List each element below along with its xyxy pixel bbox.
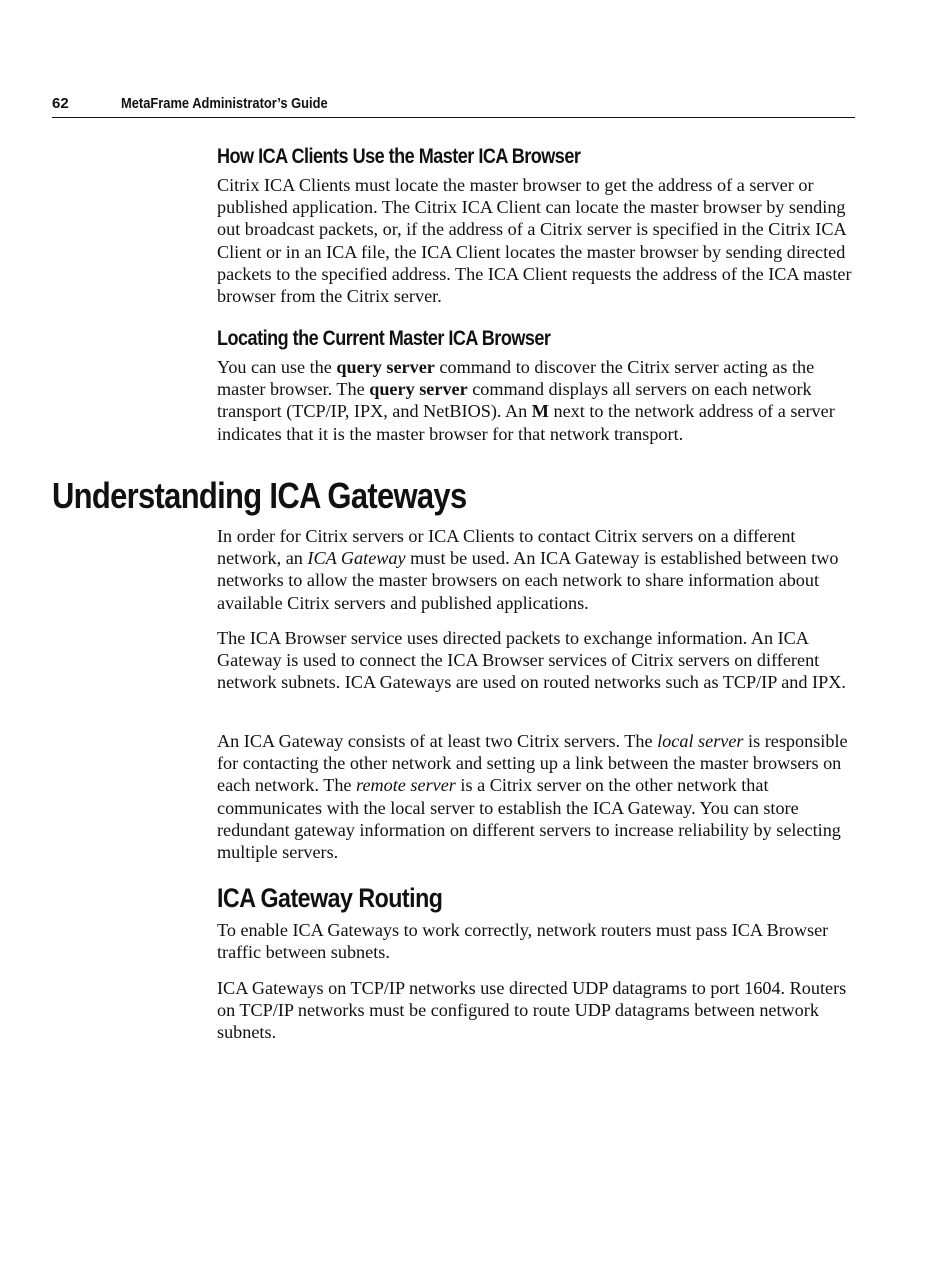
section-heading-routing: ICA Gateway Routing bbox=[217, 883, 443, 913]
command-query-server: query server bbox=[369, 379, 468, 400]
term-remote-server: remote server bbox=[356, 775, 456, 796]
command-query-server: query server bbox=[336, 357, 435, 377]
section-heading-master-browser-use: How ICA Clients Use the Master ICA Browser bbox=[217, 145, 581, 168]
chapter-heading-gateways: Understanding ICA Gateways bbox=[52, 475, 467, 516]
paragraph-gateways-browser-service: The ICA Browser service uses directed packets to exchange information. An ICA Gateway is used to connect the ICA Browser services of Citrix servers on different network subnets. ICA Gateways are used on routed networks such as TCP/IP and IPX. bbox=[217, 628, 846, 693]
paragraph-routing-udp: ICA Gateways on TCP/IP networks use directed UDP datagrams to port 1604. Routers on TCP/IP networks must be configured to route UDP datagrams between network subnets. bbox=[217, 978, 847, 1043]
paragraph-locating-master: You can use the query server command to discover the Citrix server acting as the master browser. The query server command displays all servers on each network transport (TCP/IP, IPX, and NetBIOS). An M next to the network address of a server indicates that it is the master browser for that network transport. bbox=[217, 357, 835, 444]
section-heading-locating-master: Locating the Current Master ICA Browser bbox=[217, 327, 551, 350]
paragraph-master-browser-use: Citrix ICA Clients must locate the master browser to get the address of a server or published application. The Citrix ICA Client can locate the master browser by sending out broadcast packets, or, if the address of a Citrix server is specified in the Citrix ICA Client or in an ICA file, the ICA Client locates the master browser by sending directed packets to the specified address. The ICA Client requests the address of the ICA master browser from the Citrix server. bbox=[217, 175, 852, 307]
paragraph-gateways-servers: An ICA Gateway consists of at least two Citrix servers. The local server is responsible for contacting the other network and setting up a link between the master browsers on each network. The remote server is a Citrix server on the other network that communicates with the local server to establish the ICA Gateway. You can store redundant gateway information on different servers to increase reliability by selecting multiple servers. bbox=[217, 731, 848, 863]
page-number: 62 bbox=[52, 95, 69, 112]
term-ica-gateway: ICA Gateway bbox=[307, 548, 406, 569]
master-flag-m: M bbox=[531, 401, 549, 422]
term-local-server: local server bbox=[657, 731, 744, 751]
book-title: MetaFrame Administrator’s Guide bbox=[121, 95, 328, 112]
paragraph-gateways-intro: In order for Citrix servers or ICA Clients to contact Citrix servers on a different network, an ICA Gateway must be used. An ICA Gateway is established between two networks to allow the master browsers on each network to share information about available Citrix servers and published applications. bbox=[217, 526, 839, 613]
running-header bbox=[52, 93, 855, 118]
paragraph-routing-intro: To enable ICA Gateways to work correctly, network routers must pass ICA Browser traffic between subnets. bbox=[217, 920, 829, 963]
